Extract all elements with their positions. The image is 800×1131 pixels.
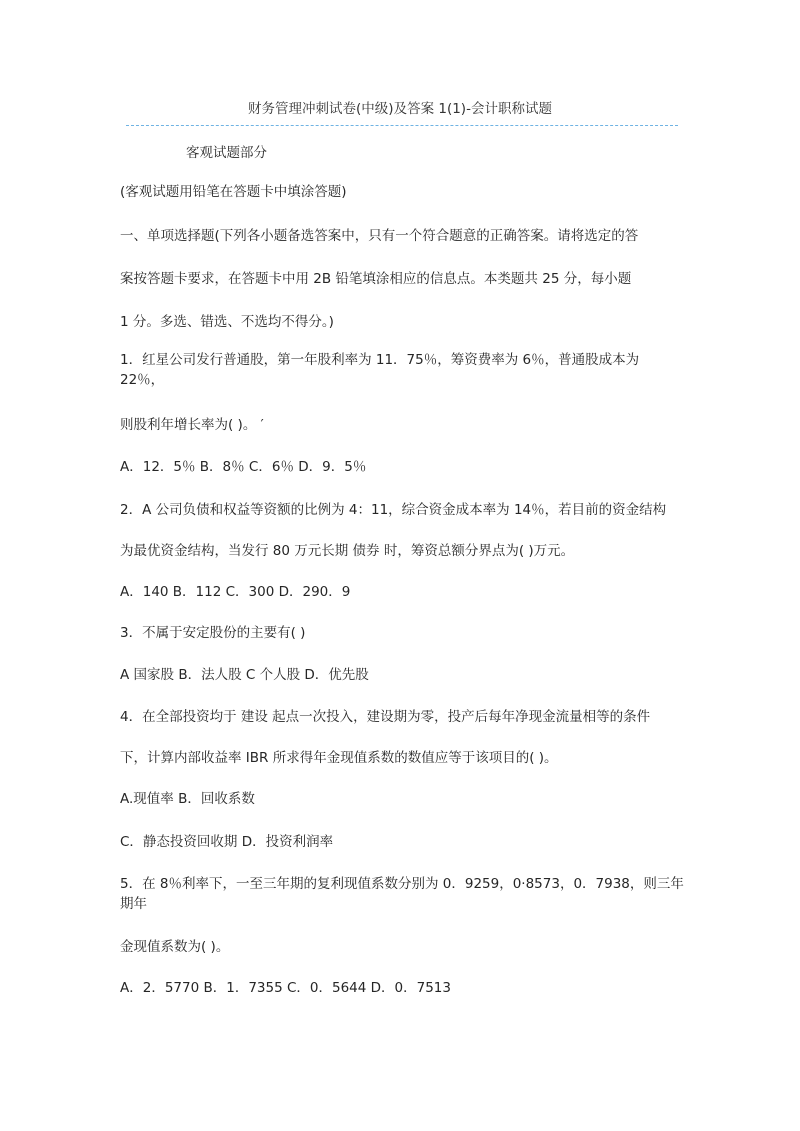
document-title: 财务管理冲刺试卷(中级)及答案 1(1)-会计职称试题 xyxy=(248,101,552,117)
question-5-stem-cont: 金现值系数为( )。 xyxy=(120,939,230,955)
question-1-options: A．12．5％ B．8％ C．6％ D．9．5％ xyxy=(120,459,367,475)
question-4-option-line: A.现值率 B．回收系数 xyxy=(120,791,255,807)
question-3-stem: 3．不属于安定股份的主要有( ) xyxy=(120,625,306,641)
question-4-option-line: C．静态投资回收期 D．投资利润率 xyxy=(120,834,334,850)
instruction-line: 1 分。多选、错选、不选均不得分。) xyxy=(120,314,334,330)
question-4-stem: 4．在全部投资均于 建设 起点一次投入，建设期为零，投产后每年净现金流量相等的条件 xyxy=(120,709,651,725)
question-2-options: A．140 B．112 C．300 D．290．9 xyxy=(120,584,351,600)
question-2-stem: 2．A 公司负债和权益等资额的比例为 4：11，综合资金成本率为 14％，若目前的资金结构 xyxy=(120,502,667,518)
question-3-options: A 国家股 B．法人股 C 个人股 D．优先股 xyxy=(120,667,369,683)
question-1-stem-cont: 则股利年增长率为( )。 ′ xyxy=(120,417,264,433)
question-5-stem: 5．在 8％利率下，一至三年期的复利现值系数分别为 0．9259，0·8573，0．7938，则三年期年 xyxy=(120,876,684,912)
question-5-options: A．2．5770 B．1．7355 C．0．5644 D．0．7513 xyxy=(120,980,451,996)
question-1-stem: 1．红星公司发行普通股，第一年股利率为 11．75％，筹资费率为 6％，普通股成本为 22％， xyxy=(120,352,640,388)
section-note: (客观试题用铅笔在答题卡中填涂答题) xyxy=(120,184,347,200)
title-divider xyxy=(126,125,678,126)
instruction-line: 一、单项选择题(下列各小题备选答案中，只有一个符合题意的正确答案。请将选定的答 xyxy=(120,228,639,244)
instruction-line: 案按答题卡要求，在答题卡中用 2B 铅笔填涂相应的信息点。本类题共 25 分，每小题 xyxy=(120,271,632,287)
question-4-stem-cont: 下，计算内部收益率 IBR 所求得年金现值系数的数值应等于该项目的( )。 xyxy=(120,750,558,766)
section-heading: 客观试题部分 xyxy=(186,145,267,161)
question-2-stem-cont: 为最优资金结构，当发行 80 万元长期 债券 时，筹资总额分界点为( )万元。 xyxy=(120,543,575,559)
